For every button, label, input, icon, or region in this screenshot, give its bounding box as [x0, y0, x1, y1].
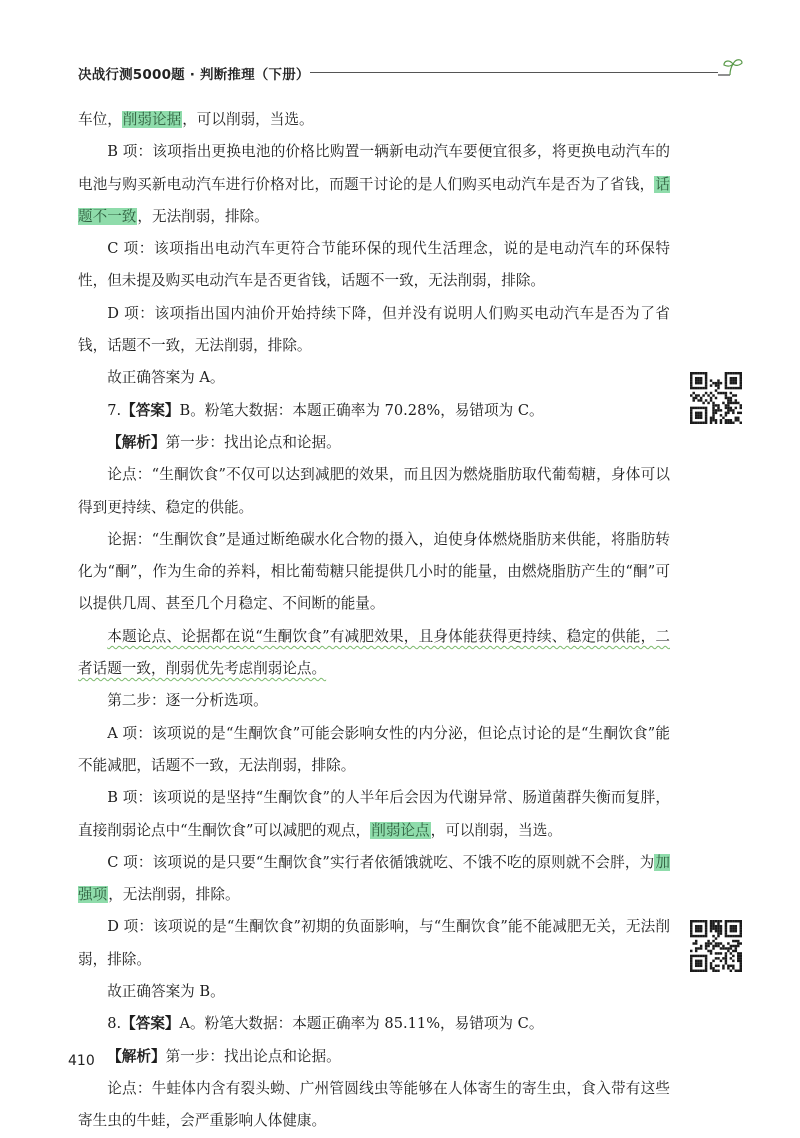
paragraph-option-b: [78, 136, 670, 233]
question-number: 8.: [107, 1015, 122, 1033]
page-header: [64, 56, 744, 86]
answer-tag: 【答案】: [121, 1015, 180, 1033]
question-7-answer: [78, 395, 670, 427]
paragraph-option-c: [78, 847, 670, 912]
text-span: ，无法削弱，排除。: [108, 886, 240, 904]
sprout-icon: [714, 56, 744, 82]
answer-conclusion: 故正确答案为 A。: [107, 369, 225, 387]
text-span: B 项：该项说的是坚持“生酮饮食”的人半年后会因为代谢异常、肠道菌群失衡而复胖，直接削弱论点中“生酮饮食”可以减肥的观点，: [78, 789, 670, 839]
highlight-term: 话题不一致: [78, 175, 670, 225]
paragraph-1: [78, 104, 670, 136]
text-span: 车位，: [78, 111, 122, 128]
paragraph-evidence: 论据：“生酮饮食”是通过断绝碳水化合物的摄入，迫使身体燃烧脂肪来供能，将脂肪转化为“酮”，作为生命的养料，相比葡萄糖只能提供几小时的能量，由燃烧脂肪产生的“酮”可以提供几周、甚至几个月稳定、不间断的能量。: [78, 530, 670, 613]
text-span: 第一步：找出论点和论据。: [165, 1047, 341, 1065]
text-span: C 项：该项说的是只要“生酮饮食”实行者依循饿就吃、不饿不吃的原则就不会胖，为: [107, 853, 655, 871]
header-rule: [310, 72, 718, 73]
paragraph-option-a: A 项：该项说的是“生酮饮食”可能会影响女性的内分泌，但论点讨论的是“生酮饮食”能不能减肥，话题不一致，无法削弱，排除。: [78, 724, 670, 774]
question-7-analysis: [78, 427, 670, 459]
paragraph-option-c: C 项：该项指出电动汽车更符合节能环保的现代生活理念，说的是电动汽车的环保特性，但未提及购买电动汽车是否更省钱，话题不一致，无法削弱，排除。: [78, 240, 670, 290]
qr-code-icon[interactable]: [690, 920, 742, 972]
highlight-term: 削弱论据: [122, 111, 182, 128]
qr-code-icon[interactable]: [690, 372, 742, 424]
text-span: ，无法削弱，排除。: [137, 207, 269, 225]
paragraph-argument: 论点：牛蛙体内含有裂头蚴、广州管圆线虫等能够在人体寄生的寄生虫，食入带有这些寄生虫的牛蛙，会严重影响人体健康。: [78, 1079, 670, 1130]
paragraph-option-b: [78, 782, 670, 847]
book-title: 决战行测5000题 · 判断推理（下册）: [78, 67, 310, 83]
text-span: ，可以削弱，当选。: [430, 821, 562, 839]
wavy-underlined-text: 本题论点、论据都在说“生酮饮食”有减肥效果，且身体能获得更持续、稳定的供能，二者话题一致，削弱优先考虑削弱论点。: [78, 627, 670, 678]
page-number: 410: [68, 1053, 95, 1069]
question-8-analysis: [78, 1041, 670, 1073]
paragraph-summary: [78, 621, 670, 686]
text-span: B 项：该项指出更换电池的价格比购置一辆新电动汽车要便宜很多，将更换电动汽车的电池与购买新电动汽车进行价格对比，而题干讨论的是人们购买电动汽车是否为了省钱，: [78, 143, 670, 193]
paragraph-argument: 论点：“生酮饮食”不仅可以达到减肥的效果，而且因为燃烧脂肪取代葡萄糖，身体可以得到更持续、稳定的供能。: [78, 466, 670, 516]
text-span: ，可以削弱，当选。: [182, 111, 314, 128]
text-span: B。粉笔大数据：本题正确率为 70.28%，易错项为 C。: [179, 401, 544, 419]
highlight-term: 削弱论点: [371, 821, 430, 839]
question-number: 7.: [107, 401, 122, 419]
highlight-term: 加强项: [78, 853, 670, 904]
answer-conclusion: 故正确答案为 B。: [107, 983, 225, 1001]
answer-tag: 【答案】: [121, 401, 180, 419]
analysis-tag: 【解析】: [107, 433, 166, 451]
page-body: [78, 104, 670, 1138]
analysis-tag: 【解析】: [107, 1047, 166, 1065]
paragraph-step-two: 第二步：逐一分析选项。: [107, 692, 268, 710]
paragraph-option-d: D 项：该项说的是“生酮饮食”初期的负面影响，与“生酮饮食”能不能减肥无关，无法削弱，排除。: [78, 918, 670, 968]
question-8-answer: [78, 1008, 670, 1040]
paragraph-option-d: D 项：该项指出国内油价开始持续下降，但并没有说明人们购买电动汽车是否为了省钱，话题不一致，无法削弱，排除。: [78, 304, 670, 355]
text-span: 第一步：找出论点和论据。: [165, 433, 341, 451]
text-span: A。粉笔大数据：本题正确率为 85.11%，易错项为 C。: [179, 1015, 544, 1033]
